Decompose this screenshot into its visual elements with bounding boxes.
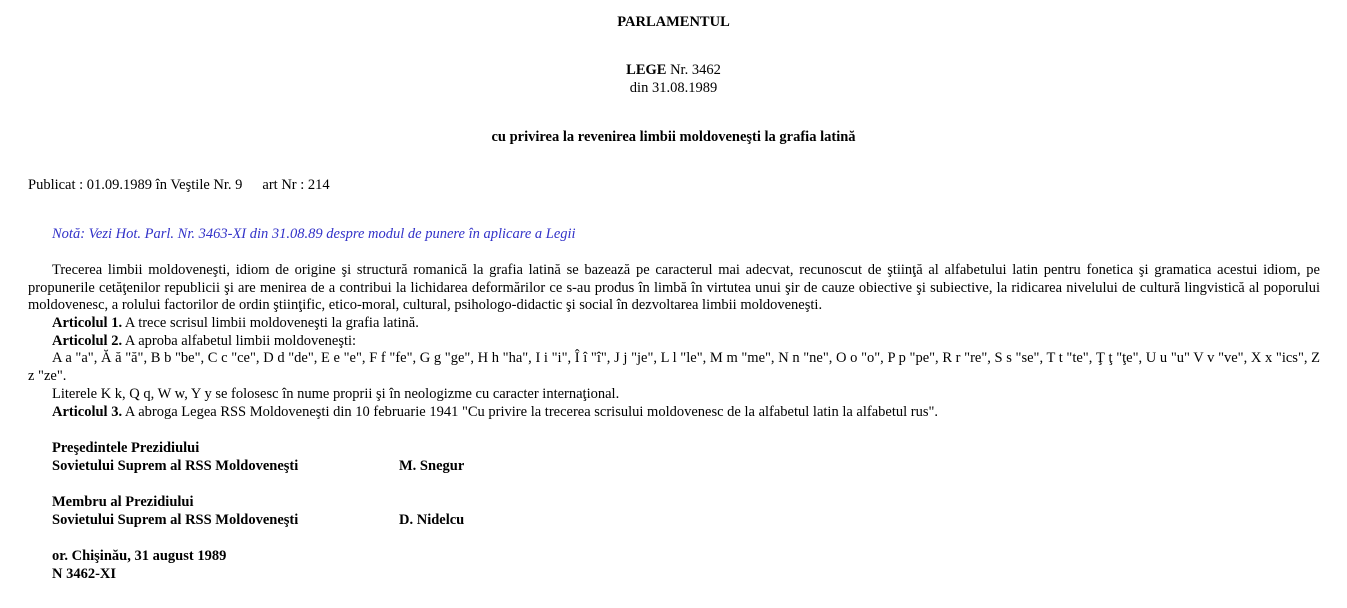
parliament-heading: PARLAMENTUL xyxy=(617,14,730,30)
sig1-title-line1: Preşedintele Prezidiului xyxy=(52,440,200,456)
law-label: LEGE xyxy=(626,62,667,78)
sig1-name: M. Snegur xyxy=(399,458,465,474)
article-2-label: Articolul 2. xyxy=(52,333,123,349)
law-date: din 31.08.1989 xyxy=(629,80,718,96)
article-2 xyxy=(52,333,356,351)
sig2-title-line1: Membru al Prezidiului xyxy=(52,494,194,510)
place-date: or. Chişinău, 31 august 1989 xyxy=(52,548,227,564)
document-number: N 3462-XI xyxy=(52,566,117,582)
alphabet-paragraph: A a "a", Ă ă "ă", B b "be", C c "ce", D d "de", E e "e", F f "fe", G g "ge", H h "ha", I i "i", Î î "î", J j "je", L l "le", M m "me", N n "ne", O o "o", P p "pe", R r "re", S s "se", T t "te", Ţ ţ "ţe", U u "u" V v "ve", X x "ics", Z z "ze". xyxy=(28,350,1320,384)
law-title xyxy=(0,62,1347,79)
article-1 xyxy=(52,315,419,333)
article-3-label: Articolul 3. xyxy=(52,404,123,420)
article-3-text: A abroga Legea RSS Moldoveneşti din 10 februarie 1941 "Cu privire la trecerea scrisului moldovenesc de la alfabetul latin la alfabetul rus". xyxy=(124,404,939,420)
article-1-text: A trece scrisul limbii moldoveneşti la grafia latină. xyxy=(124,315,419,331)
publication-line xyxy=(28,177,330,194)
article-1-label: Articolul 1. xyxy=(52,315,123,331)
sig2-name: D. Nidelcu xyxy=(399,512,465,528)
note-link[interactable]: Notă: Vezi Hot. Parl. Nr. 3463-XI din 31.08.89 despre modul de punere în aplicare a Legii xyxy=(52,226,576,242)
sig1-title-line2: Sovietului Suprem al RSS Moldoveneşti xyxy=(52,458,299,474)
article-number: art Nr : 214 xyxy=(262,177,330,193)
article-2-text: A aproba alfabetul limbii moldoveneşti: xyxy=(124,333,357,349)
letters-note: Literele K k, Q q, W w, Y y se folosesc în nume proprii şi în neologizme cu caracter internaţional. xyxy=(52,386,620,402)
law-subject: cu privirea la revenirea limbii moldoveneşti la grafia latină xyxy=(491,129,856,145)
sig2-title-line2: Sovietului Suprem al RSS Moldoveneşti xyxy=(52,512,299,528)
publication-info: Publicat : 01.09.1989 în Veştile Nr. 9 xyxy=(28,177,243,193)
intro-paragraph: Trecerea limbii moldoveneşti, idiom de origine şi structură romanică la grafia latină se bazează pe caracterul mai adecvat, recunoscut de ştiinţă al alfabetului latin pentru fonetica şi gramatica acestui idiom, pe propunerile cetăţenilor republicii şi are menirea de a contribui la lichidarea deformărilor ce s-au produs în limbă în virtutea unui şir de cauze obiective şi subiective, la ridicarea nivelului de cultură lingvistică al poporului moldovenesc, a rolului factorilor de ordin ştiinţific, etico-moral, cultural, psihologo-didactic şi social în dezvoltarea limbii moldoveneşti. xyxy=(28,262,1320,313)
law-number: Nr. 3462 xyxy=(670,62,721,78)
article-3 xyxy=(52,404,938,422)
